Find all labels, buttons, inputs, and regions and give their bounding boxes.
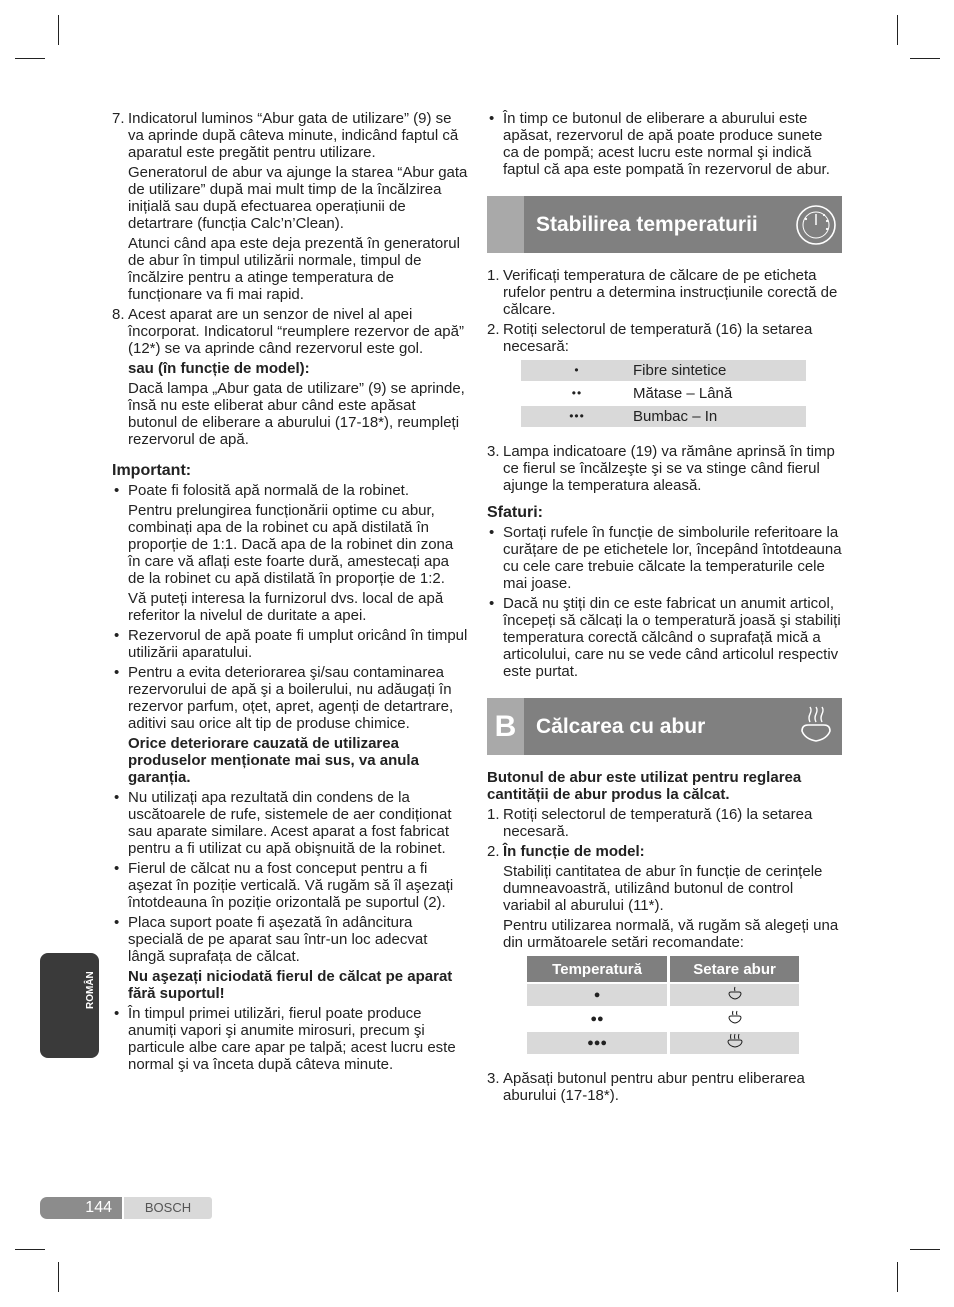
steam-settings-table (524, 954, 802, 1056)
table-row (521, 406, 806, 427)
steam-level-3-icon (725, 1032, 745, 1050)
crop-mark (897, 1262, 898, 1292)
bullet-item: • Rezervorul de apă poate fi umplut oricând în timpul utilizării aparatului. (112, 627, 468, 661)
bullet-item: • În timpul primei utilizări, fierul poate produce anumiți vapori şi anumite mirosuri, precum şi particule albe care apar pe talpă; acest lucru este normal şi va înceta după câteva minute. (112, 1005, 468, 1073)
step-3 (487, 1070, 842, 1104)
bullet-item: • Nu utilizați apa rezultată din condens de la uscătoarele de rufe, sistemele de aer condiționat sau aparate similare. Acest aparat a fost fabricat pentru a fi utilizat cu apă obişnuită de la robinet. (112, 789, 468, 857)
page-number: 144 (40, 1197, 122, 1219)
crop-mark (910, 1249, 940, 1250)
step-number: 3. (487, 443, 500, 460)
column-header: Setare abur (670, 956, 799, 982)
item-8-paragraph: Dacă lampa „Abur gata de utilizare” (9) se aprinde, însă nu este eliberat abur când este apăsat butonul de eliberare a aburului (17-18*), reumpleți rezervorul de apă. (128, 380, 465, 448)
steam-level-cell (670, 1008, 799, 1030)
bullet-item: • În timp ce butonul de eliberare a aburului este apăsat, rezervorul de apă poate produce sunete ca de pompă; acest lucru este normal şi indică faptul că apa este pompată în rezervorul de abur. (487, 110, 842, 178)
tip-item: • Dacă nu ştiți din ce este fabricat un anumit articol, începeți să călcați la o temperatură joasă şi stabiliți temperatura corectă călcând o suprafață mică a articolului, care nu se vede când articolul respectiv este purtat. (487, 595, 842, 680)
temperature-dots: • (521, 360, 633, 381)
brand-label: BOSCH (124, 1197, 212, 1219)
temperature-dots: ●● (590, 1012, 604, 1025)
table-row (527, 1008, 799, 1030)
step-paragraph: Pentru utilizarea normală, vă rugăm să alegeți una din următoarele setări recomandate: (503, 917, 839, 951)
section-title: Călcarea cu abur (536, 715, 706, 738)
step-1 (487, 267, 842, 318)
left-column (112, 110, 468, 1076)
step-number: 3. (487, 1070, 500, 1087)
section-header-steam (487, 698, 842, 755)
crop-mark (58, 15, 59, 45)
step-number: 1. (487, 806, 500, 823)
step-number: 1. (487, 267, 500, 284)
support-warning: Nu aşezați niciodată fierul de călcat pe aparat fără suportul! (128, 968, 453, 1002)
step-number: 2. (487, 321, 500, 338)
item-8 (112, 306, 468, 357)
temperature-dots: •• (571, 386, 583, 400)
tip-item: • Sortați rufele în funcție de simbolurile referitoare la curățare de pe etichetele lor, începând întotdeauna cu cele care trebuie călcate la temperaturile cele mai joase. (487, 524, 842, 592)
step-2 (487, 843, 842, 860)
crop-mark (897, 15, 898, 45)
bullet-item: • Poate fi folosită apă normală de la robinet. (112, 482, 468, 499)
crop-mark (15, 1249, 45, 1250)
section-header-temperature (487, 196, 842, 253)
bullet-paragraph: Vă puteți interesa la furnizorul dvs. local de apă referitor la nivelul de duritate a apei. (128, 590, 444, 624)
tips-heading: Sfaturi: (487, 504, 543, 521)
steam-level-cell (670, 1032, 799, 1054)
step-3 (487, 443, 842, 494)
step-text: Verificați temperatura de călcare de pe eticheta rufelor pentru a determina instrucțiunile corectă de călcare. (503, 267, 838, 318)
bullet-item: • Placa suport poate fi aşezată în adâncitura specială de pe aparat sau într-un loc adecvat lângă suprafața de călcat. (112, 914, 468, 965)
language-label: ROMÂN (85, 971, 96, 1009)
fabric-label: Fibre sintetice (633, 360, 806, 381)
section-marker (487, 196, 524, 253)
fabric-label: Bumbac – In (633, 406, 806, 427)
step-number: 2. (487, 843, 500, 860)
item-7-text: Indicatorul luminos “Abur gata de utilizare” (9) se va aprinde după câteva minute, indicând faptul că aparatul este pregătit pentru utilizare. (128, 110, 459, 161)
steam-level-cell (670, 984, 799, 1006)
steam-level-2-icon (726, 1008, 744, 1026)
crop-mark (15, 58, 45, 59)
crop-mark (910, 58, 940, 59)
bullet-item: • Fierul de călcat nu a fost conceput pentru a fi aşezat în poziție verticală. Vă rugăm să îl aşezați întotdeauna în poziție orizontală pe suportul (2). (112, 860, 468, 911)
table-row (527, 984, 799, 1006)
step-2 (487, 321, 842, 355)
table-row (527, 1032, 799, 1054)
temperature-dots: ••• (521, 406, 633, 427)
fabric-table (521, 358, 806, 429)
temperature-dots: ● (527, 984, 667, 1006)
step-text: Rotiți selectorul de temperatură (16) la setarea necesară. (503, 806, 813, 840)
item-number: 8. (112, 306, 125, 323)
step-text: În funcție de model: (503, 843, 645, 860)
step-text: Rotiți selectorul de temperatură (16) la setarea necesară: (503, 321, 813, 355)
item-number: 7. (112, 110, 125, 127)
column-header: Temperatură (527, 956, 667, 982)
item-7-paragraph: Generatorul de abur va ajunge la starea “Abur gata de utilizare” după mai mult timp de la încălzirea inițială sau după efectuarea operațiunii de detartrare (funcția Calc’n’Clean). (128, 164, 468, 232)
warranty-warning: Orice deteriorare cauzată de utilizarea produselor menționate mai sus, va anula garanția. (128, 735, 419, 786)
table-row (521, 360, 806, 381)
steam-level-1-icon (726, 984, 744, 1002)
item-7 (112, 110, 468, 161)
steam-intro: Butonul de abur este utilizat pentru reglarea cantității de abur produs la călcat. (487, 769, 802, 803)
steam-icon (794, 705, 838, 749)
temperature-dots: ●●● (527, 1032, 667, 1054)
right-column (487, 110, 842, 1107)
temperature-dial-icon (794, 203, 838, 247)
step-text: Apăsați butonul pentru abur pentru eliberarea aburului (17-18*). (503, 1070, 805, 1104)
language-tab (40, 953, 99, 1058)
step-1 (487, 806, 842, 840)
crop-mark (58, 1262, 59, 1292)
item-8-text: Acest aparat are un senzor de nivel al apei încorporat. Indicatorul “reumplere rezervor de apă” (12*) se va aprinde când rezervorul este gol. (128, 306, 464, 357)
step-paragraph: Stabiliți cantitatea de abur în funcție de cerințele dumneavoastră, utilizând butonul de control variabil al aburului (11*). (503, 863, 823, 914)
bullet-paragraph: Pentru prelungirea funcționării optime cu abur, combinați apa de la robinet cu apă distilată în proporție de 1:1. Dacă apa de la robinet din zona în care vă aflați este foarte dură, amestecați apa de la robinet cu apă distilată în proporție de 1:2. (128, 502, 454, 587)
important-heading: Important: (112, 462, 192, 479)
item-7-paragraph: Atunci când apa este deja prezentă în generatorul de abur în timpul utilizării normale, timpul de încălzire pentru a atinge temperatura de funcționare va fi mai rapid. (128, 235, 460, 303)
table-row (521, 383, 806, 404)
item-8-model-note: sau (în funcție de model): (128, 360, 310, 377)
step-text: Lampa indicatoare (19) va rămâne aprinsă în timp ce fierul se încălzeşte şi se va stinge când fierul ajunge la temperatura aleasă. (503, 443, 835, 494)
section-title: Stabilirea temperaturii (536, 213, 758, 236)
table-header-row (527, 956, 799, 982)
fabric-label: Mătase – Lână (633, 385, 733, 402)
bullet-item: • Pentru a evita deteriorarea şi/sau contaminarea rezervorului de apă şi a boilerului, nu adăugați în rezervor parfum, oțet, apret, agenți de detartrare, aditivi sau orice alt tip de produse chimice. (112, 664, 468, 732)
section-letter: B (487, 698, 524, 755)
